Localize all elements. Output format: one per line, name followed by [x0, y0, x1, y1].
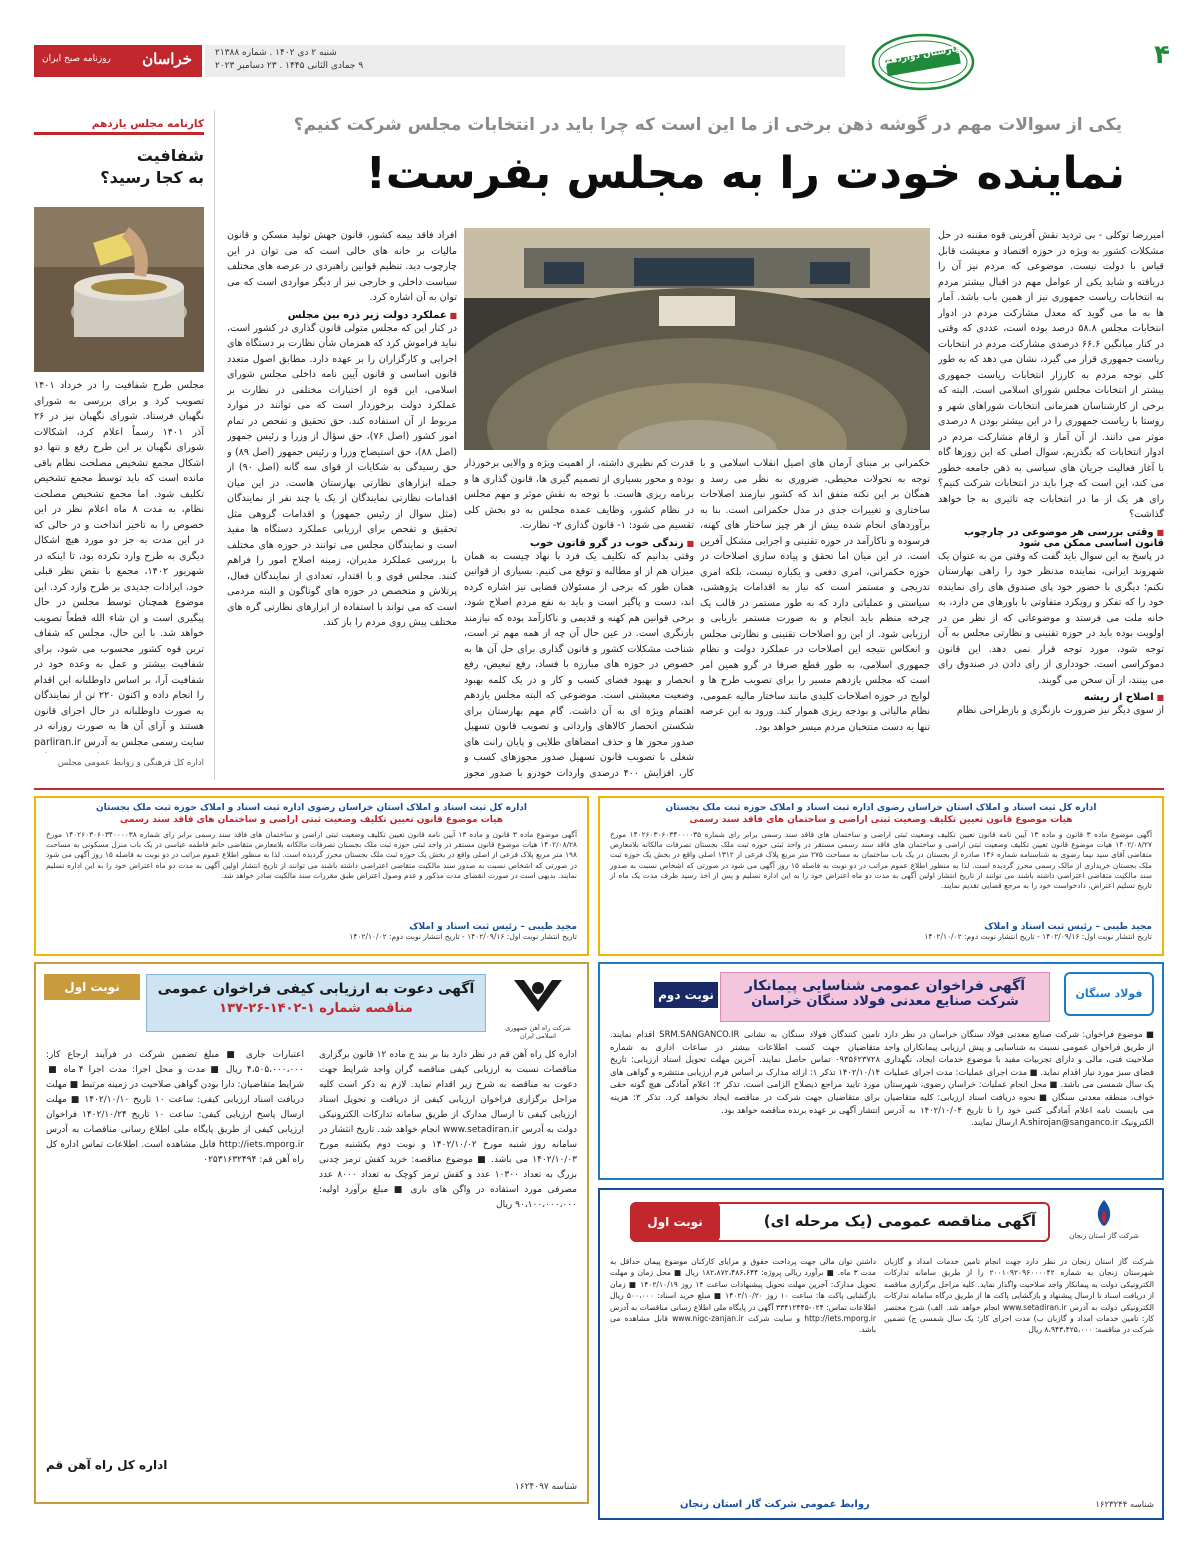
- column-divider: [214, 110, 215, 780]
- article-column-4: [227, 228, 457, 783]
- notice-subtitle: هیات موضوع قانون تعیین تکلیف وضعیت ثبتی اراضی و ساختمان های فاقد سند رسمی: [119, 815, 504, 825]
- date-line-1: شنبه ۲ دی ۱۴۰۲ . شماره ۲۱۳۸۸: [215, 48, 337, 58]
- sangan-badge: نوبت دوم: [654, 982, 718, 1008]
- gas-signature: روابط عمومی شرکت گاز استان زنجان: [680, 1499, 870, 1510]
- sangan-tender-ad: [598, 962, 1164, 1180]
- article-text-4a: افراد فاقد بیمه کشور، قانون جهش تولید مسکن و قانون مالیات بر خانه های خالی است که می توان در این چارچوب دید. تنظیم قوانین راهبردی در عرصه های مختلف سیاست داخلی و خارجی نیز از دیگر مواردی است که می توان به آن اشاره کرد.: [227, 230, 457, 303]
- date-bar: [205, 45, 845, 77]
- parliament-photo: [464, 228, 930, 450]
- notice-title: اداره کل ثبت اسناد و املاک استان خراسان رضوی اداره ثبت اسناد و املاک حوزه ثبت ملک بجستان: [665, 803, 1097, 813]
- flame-icon: [1089, 1198, 1119, 1228]
- masthead-logo: [34, 45, 202, 77]
- ballot-box-photo: [34, 207, 204, 372]
- sangan-logo: فولاد سنگان: [1064, 972, 1154, 1016]
- sidebar-section-label: کارنامه مجلس یازدهم: [34, 118, 204, 135]
- registration-notice-left: [34, 796, 589, 956]
- sangan-subtitle: شرکت صنایع معدنی فولاد سنگان خراسان: [751, 994, 1019, 1009]
- notice-body: آگهی موضوع ماده ۳ قانون و ماده ۱۳ آیین نامه قانون تعیین تکلیف وضعیت ثبتی اراضی و ساختمان های فاقد سند رسمی برابر رای شماره ۱۴۰۲۶۰۳۰۶۰۳۴۰۰۰۰۳۵ مورخ ۱۴۰۲/۰۸/۲۷ هیات موضوع قانون تعیین تکلیف وضعیت ثبتی اراضی و ساختمان های فاقد سند رسمی مستقر در واحد ثبتی حوزه ثبت ملک بجستان تصرفات مالکانه بلامعارض متقاضی آقای سید نیما رضوی به شناسنامه شماره ۱۴۶ صادره از بجستان در یک باب ساختمان به مساحت ۲۷۵ متر مربع پلاک فرعی از ۱۳۱۲ اصلی واقع در بخش یک حوزه ثبت ملک بجستان خریداری از مالک رسمی محرز گردیده است. لذا به منظور اطلاع عموم مراتب در دو نوبت به فاصله ۱۵ روز آگهی می شود در صورتی که اشخاص نسبت به صدور سند مالکیت متقاضی اعتراضی داشته باشند می توانند از تاریخ انتشار اولین آگهی به مدت دو ماه اعتراض خود را به این اداره تسلیم و پس از اخذ رسید ظرف مدت یک ماه از تاریخ تسلیم اعتراض، دادخواست خود را به مرجع قضایی تقدیم نمایند.: [610, 830, 1152, 891]
- ads-divider: [34, 788, 1164, 790]
- gas-logo: [1054, 1198, 1154, 1248]
- notice-title: اداره کل ثبت اسناد و املاک استان خراسان رضوی اداره ثبت اسناد و املاک حوزه ثبت ملک بجستان: [95, 803, 528, 813]
- gas-tender-ad: [598, 1188, 1164, 1520]
- brand-slogan: روزنامه صبح ایران: [42, 54, 111, 64]
- sidebar-headline-1: شفافیت: [136, 146, 204, 165]
- railway-text-right: اداره کل راه آهن قم در نظر دارد بنا بر بند ج ماده ۱۲ قانون برگزاری مناقصات نسبت به ارزیابی کیفی مناقصه گران واجد شرایط جهت دعوت به مناقصه به شرح زیر اقدام نماید. لازم به ذکر است کلیه مراحل برگزاری فراخوان ارزیابی کیفی از دریافت و تحویل اسناد ارزیابی کیفی تا ارسال مدارک از طریق سامانه تدارکات الکترونیکی دولت به آدرس www.setadiran.ir انجام خواهد شد. تاریخ انتشار در سامانه روز شنبه مورخ ۱۴۰۲/۱۰/۰۲ و نوبت دوم یکشنبه مورخ ۱۴۰۲/۱۰/۰۳ می باشد. ■ موضوع مناقصه: خرید کفش ترمز چدنی بزرگ به تعداد ۱۰۳۰۰ عدد و کفش ترمز کوچک به تعداد ۸۰۰۰ عدد مصرفی مورد استفاده در واگن های باری ■ مبلغ برآورد اولیه: ۹۰،۱۰۰،۰۰۰،۰۰۰ ریال: [319, 1050, 577, 1210]
- article-text-3: قدرت کم نظیری داشته، از اهمیت ویژه و والایی برخوردار بوده و محور بسیاری از تصمیم گیری ها، قانون گذاری ها و برنامه ریزی هاست. با توجه به نقش موثر و مهم مجلس در نظام کشور، وظایف عمده مجلس به دو بخش کلی تقسیم می شود: ۱- قانون گذاری ۲- نظارت.: [464, 458, 694, 531]
- railway-badge: نوبت اول: [44, 974, 140, 1000]
- railway-tender-number: مناقصه شماره ۱-۱۴۰۲-۲۶-۱۳۷: [219, 1001, 413, 1016]
- railway-logo: [497, 972, 579, 1038]
- notice-dates: تاریخ انتشار نوبت اول: ۱۴۰۲/۰۹/۱۶ - تاریخ انتشار نوبت دوم: ۱۴۰۲/۱۰/۰۲: [349, 932, 577, 941]
- railway-title: آگهی دعوت به ارزیابی کیفی فراخوان عمومی: [157, 981, 475, 997]
- railway-id: شناسه ۱۶۲۴۰۹۷: [514, 1482, 577, 1492]
- sangan-text-left: تامین کنندگان فولاد سنگان به نشانی SRM.SANGANCO.IR اقدام نمایند. متقاضیان جهت کسب اطلاعات بیشتر در ساعات اداری به شماره ۰۹۳۵۶۲۳۷۲۸ تماس حاصل نمایند. آخرین مهلت تحویل اسناد ارزیابی: تاریخ ۱۴۰۲/۱۰/۱۴ تذکر ۱: ارائه مدارک بر اساس فرم ارزیابی منتشره و گواهی های مورد تایید مراجع ذیصلاح الزامی است. تذکر ۲: اعلام آمادگی هیچ گونه حقی برای متقاضیان جهت شرکت در مناقصه ایجاد نخواهد کرد. تذکر ۳: هزینه انتشار آگهی بر عهده برنده مناقصه خواهد بود.: [610, 1029, 880, 1115]
- sangan-title: آگهی فراخوان عمومی شناسایی پیمانکار: [744, 978, 1026, 994]
- gas-text-right: شرکت گاز استان زنجان در نظر دارد جهت انجام تامین خدمات امداد و گازبان شهرستان زنجان به شماره ۲۰۰۱۰۹۲۰۹۶۰۰۰۰۴۲ را از طریق سامانه تدارکات الکترونیکی دولت به پیمانکار واجد صلاحیت واگذار نماید. کلیه مراحل برگزاری مناقصه از دریافت اسناد تا ارسال پیشنهاد و بازگشایی پاکت ها از طریق درگاه سامانه تدارکات الکترونیکی دولت به آدرس www.setadiran.ir انجام خواهد شد. الف) شرح مختصر کار: تامین خدمات امداد و گازبان ب) مدت اجرای کار: یک سال شمسی ج) تضمین شرکت در مناقصه: ۸،۹۴۳،۴۲۵،۰۰۰ ریال: [884, 1257, 1154, 1335]
- article-headline: نماینده خودت را به مجلس بفرست!: [365, 148, 1125, 199]
- railway-org: شرکت راه آهن جمهوری اسلامی ایران: [505, 1024, 571, 1040]
- railway-signature: اداره کل راه آهن قم: [46, 1458, 168, 1472]
- gas-badge: نوبت اول: [630, 1202, 720, 1242]
- article-column-1: [938, 228, 1164, 783]
- brand-name: خراسان: [142, 50, 192, 68]
- subhead-1: ■ وقتی بررسی هر موضوعی در چارچوب قانون اساسی ممکن می شود: [938, 527, 1164, 549]
- subhead-4: ■ عملکرد دولت زیر ذره بین مجلس: [227, 310, 457, 321]
- article-column-3: [464, 456, 694, 781]
- notice-dates: تاریخ انتشار نوبت اول: ۱۴۰۲/۰۹/۱۶ - تاریخ انتشار نوبت دوم: ۱۴۰۲/۱۰/۰۲: [924, 932, 1152, 941]
- sidebar-body: مجلس طرح شفافیت را در خرداد ۱۴۰۱ تصویب کرد و برای بررسی به شورای نگهبان فرستاد. شورای نگهبان نیز در ۲۶ آذر ۱۴۰۱ رسماً اعلام کرد، اشکالات شورای نگهبان بر این طرح رفع و تنها دو اشکال مجمع تشخیص مصلحت نظام باقی مانده است که باید توسط مجمع تشخیص تکلیف شود. اما مجمع تشخیص مصلحت نظام، به مدت ۸ ماه اعلام نظر در این خصوص را به تاخیر انداخت و در حالی که در این مدت به جز دو مورد هیچ اشکال دیگری به طرح وارد نکرده بود، تا اینکه در شهریور ۱۴۰۲، مجمع با نقض نظر قبلی خود، ایرادات جدیدی بر طرح وارد کرد. این موضوع همچنان توسط مجلس در حال پیگیری است و ان شاء الله قطعاً تصویب خواهد شد. با این حال، مجلس که شفاف ترین قوه کشور محسوب می شود، برای شفافیت بیشتر و عمل به وعده خود در شفافیت آرا، بر اساس داوطلبانه این اقدام را انجام داده و اکنون ۲۲۰ تن از نمایندگان به صورت داوطلبانه در حال اجرای قانون هستند و آرای آن ها به صورت روزانه در سایت رسمی مجلس به آدرس parliran.ir: [34, 380, 204, 748]
- subhead-2: ■ اصلاح از ریشه: [938, 692, 1164, 703]
- article-text-3b: وقتی بدانیم که تکلیف یک فرد با نهاد چیست به همان میزان هم از او مطالبه و توقع می کنیم. بسیاری از قوانین همان طور که برخی از مسئولان قضایی نیز اشاره کرده اند، دست و پاگیر است و باید به نفع مردم اصلاح شود. برخی قوانین هم کهنه و قدیمی و ناکارآمد بوده که نیازمند بازنگری است. در عین حال آن چه از همه مهم تر است، شناخت مشکلات کشور و قانون گذاری برای حل آن ها به خصوص در حوزه های مبارزه با فساد، رفع تبعیض، رفع انحصار و بهبود فضای کسب و کار و در یک کلمه بهبود وضعیت معیشتی است. موضوعی که البته مجلس یازدهم اهتمام ویژه ای به آن داشت. گام مهم بهارستان برای شکستن انحصار کالاهای وارداتی و تصویب قانون تسهیل صدور مجوز ها و حذف امضاهای طلایی و پایان رانت های شغلی با تصویب قانون تسهیل صدور مجوزهای کسب و کار، افزایش ۴۰۰ درصدی واردات خودرو با صدور مجوز: [464, 550, 694, 779]
- article-text-1c: از سوی دیگر نیز ضرورت بازنگری و بازطراحی نظام: [956, 705, 1164, 716]
- gas-org: شرکت گاز استان زنجان: [1069, 1232, 1139, 1240]
- gas-text-left: داشتن توان مالی جهت پرداخت حقوق و مزایای کارکنان موضوع پیمان حداقل به مدت ۳ ماه. ■ برآورد ریالی پروژه: ۱۸۲،۸۷۲،۴۸۶،۶۴۴ ریال ■ محل زمان و مهلت تحویل مدارک: آخرین مهلت تحویل پیشنهادات ساعت ۱۴ روز ۱۴۰۲/۱۰/۱۹ ■ زمان بازگشایی پاکت ها: ساعت ۱۰ روز ۱۴۰۲/۱۰/۲۰ ■ مبلغ خرید اسناد: ۵۰۰،۰۰۰ ریال اطلاعات تماس: ۰۲۴-۳۳۴۱۲۴۴۵ آگهی در پایگاه ملی اطلاع رسانی مناقصات به آدرس http://iets.mporg.ir و سایت شرکت www.nigc-zanjan.ir قابل مشاهده می باشد.: [610, 1257, 876, 1335]
- notice-body: آگهی موضوع ماده ۳ قانون و ماده ۱۳ آیین نامه قانون تعیین تکلیف وضعیت ثبتی اراضی و ساختمان های فاقد سند رسمی برابر رای شماره ۱۴۰۲۶۰۳۰۶۰۳۴۰۰۰۰۳۸ مورخ ۱۴۰۲/۰۸/۲۸ هیات موضوع قانون مستقر در واحد ثبتی حوزه ثبت ملک بجستان تصرفات مالکانه بلامعارض متقاضی خانم فاطمه عباسی در یک باب منزل مسکونی به مساحت ۱۹۸ متر مربع پلاک فرعی از اصلی واقع در بخش یک حوزه ثبت ملک بجستان محرز گردیده است. لذا به منظور اطلاع عموم مراتب در دو نوبت به فاصله ۱۵ روز آگهی می شود در صورتی که اشخاص نسبت به صدور سند مالکیت متقاضی اعتراضی داشته باشند می توانند از تاریخ انتشار اولین آگهی به مدت دو ماه اعتراض خود را به این اداره تسلیم نمایند. بدیهی است در صورت انقضای مدت مذکور و عدم وصول اعتراض طبق مقررات سند مالکیت صادر خواهد شد.: [46, 830, 577, 880]
- sangan-text-right: ■ موضوع فراخوان: شرکت صنایع معدنی فولاد سنگان خراسان در نظر دارد از طریق فراخوان عمومی نسبت به شناسایی و پیش ارزیابی پیمانکاران واجد صلاحیت فنی، مالی و دارای تجربیات مفید با موضوع خدمات ایجاد، نگهداری فضای سبز مورد نیاز اقدام نماید. ■ مدت اجرای عملیات: مدت اجرای عملیات یک سال شمسی می باشد. ■ محل انجام عملیات: خراسان رضوی، شهرستان خواف، منطقه معدنی سنگان ■ نحوه دریافت اسناد ارزیابی: کلیه متقاضیان می بایست نامه اعلام آمادگی کتبی خود را تا تاریخ ۱۴۰۲/۱۰/۰۴ به آدرس الکترونیک A.shirojan@sanganco.ir ارسال نمایند.: [884, 1029, 1154, 1128]
- sidebar-headline: [34, 145, 204, 189]
- gas-title: آگهی مناقصه عمومی (یک مرحله ای): [763, 1212, 1036, 1230]
- page-number: ۴: [1154, 40, 1170, 70]
- notice-subtitle: هیات موضوع قانون تعیین تکلیف وضعیت ثبتی اراضی و ساختمان های فاقد سند رسمی: [689, 815, 1073, 825]
- railway-tender-ad: [34, 962, 589, 1504]
- article-text-2: حکمرانی بر مبنای آرمان های اصیل انقلاب اسلامی و با توجه به تحولات محیطی، ضروری به نظر می رسد و همگان بر این نکته متفق اند که کشور نیازمند اصلاحات ساختاری و تغییرات جدی در مدل حکمرانی است. بنا به برآوردهای انجام شده بیش از هر چیز ساختار های کهنه، فرسوده و ناکارآمد در حوزه تقنینی و اجرایی مشکل آفرین است. در این میان اما تحقق و پیاده سازی اصلاحات در حوزه حکمرانی، امری دفعی و یکباره نیست، بلکه امری تدریجی و مستمر است که نیاز به اقدامات پژوهشی، سیاستی و عملیاتی دارد که به طور مستمر در قالب یک چرخه منظم باید انجام و به صورت مستمر بازیابی و ارزیابی شود. از این رو اصلاحات تقنینی و نظارتی مجلس و انعکاس نتیجه این اصلاحات در عملکرد دولت و نظام جمهوری اسلامی، به طور قطع صرفا در گرو همین امر است که مجلس یازدهم مسیر را برای تصویب طرح ها و لوایح در حوزه اصلاحات کلیدی مانند ساختار مالیه عمومی، نظام مالیاتی و بودجه ریزی هموار کند. ورود به این عرصه تنها به دست منتخبان مردم میسر خواهد بود.: [700, 458, 930, 733]
- sidebar-headline-2: به کجا رسید؟: [100, 168, 204, 187]
- railway-emblem-icon: [508, 972, 568, 1020]
- notice-signature: مجید طیبی – رئیس ثبت اسناد و املاک: [984, 922, 1152, 932]
- stamp-label: بهارستان دوازدهم: [883, 43, 965, 67]
- sidebar-source: اداره کل فرهنگی و روابط عمومی مجلس: [57, 758, 204, 768]
- article-text-1: امیررضا توکلی - بی تردید نقش آفرینی قوه مقننه در حل مشکلات کشور به ویژه در حوزه اقتصاد و معیشت قابل قیاس با دولت نیست. موضوعی که مردم نیز آن را دریافته و شاید یکی از عوامل مهم در اقبال بیشتر مردم به انتخابات ریاست جمهوری نیز از همین باب باشد. آمار ها به ما می گوید که معدل مشارکت مردم در ادوار انتخابات مجلس ۵۸.۸ درصد بوده است، عددی که وقتی در کنار میانگین ۶۶.۶ درصدی مشارکت مردم در انتخابات ریاست جمهوری قرار می گیرد، نشان می دهد که به طور کلی توجه مردم به کارزار انتخابات ریاست جمهوری بیشتر از انتخابات مجلس شورای اسلامی است. البته که برخی از کارشناسان همزمانی انتخابات شوراهای شهر و روستا با ریاست جمهوری را در این بیشتر بودن ۸ درصدی موثر می دانند. از آن آمار و ارقام مشارکت مردم در ادوار انتخابات که بگذریم، سوال اصلی که این روزها گاه با آغاز فعالیت جریان های سیاسی به ذهن جامعه خطور می کند، این است که چرا باید در انتخابات شرکت کنیم؟ رای هر یک از ما در انتخابات چه تاثیری به جا خواهد گذاشت؟: [938, 230, 1164, 520]
- railway-text-left: اعتبارات جاری ■ مبلغ تضمین شرکت در فرآیند ارجاع کار: ۴،۵۰۵،۰۰۰،۰۰۰ ریال ■ مدت و محل اجرا: مدت اجرا ۴ ماه ■ شرایط متقاضیان: دارا بودن گواهی صلاحیت در زمینه مرتبط ■ مهلت دریافت اسناد ارزیابی کیفی: ساعت ۱۰ تاریخ ۱۴۰۲/۱۰/۱۰ ■ مهلت ارسال پاسخ ارزیابی کیفی: ساعت ۱۰ تاریخ ۱۴۰۲/۱۰/۲۴ فراخوان ارزیابی کیفی از طریق پایگاه ملی اطلاع رسانی مناقصات به آدرس http://iets.mporg.ir قابل مشاهده است. اطلاعات تماس اداره کل راه آهن قم: ۰۲۵۳۱۶۳۲۴۹۴: [46, 1050, 304, 1165]
- article-kicker: یکی از سوالات مهم در گوشه ذهن برخی از ما این است که چرا باید در انتخابات مجلس شرکت کنیم؟: [293, 115, 1122, 135]
- article-column-2: [700, 456, 930, 781]
- subhead-3: ■ زندگی خوب در گرو قانون خوب: [464, 538, 694, 549]
- article-text-4b: در کنار این که مجلس متولی قانون گذاری در کشور است، نباید فراموش کرد که همزمان شأن نظارت بر دستگاه های اجرایی و کارگزاران را بر عهده دارد. مطابق اصول متعدد قانون اساسی و قانون آیین نامه داخلی مجلس شورای اسلامی، این قوه از اختیارات مختلفی در نظارت بر عملکرد دولت برخوردار است که می توانند در موارد مربوط از آن استفاده کند. حق تحقیق و تفحص در تمام امور کشور (اصل ۷۶)، حق سؤال از وزرا و رئیس جمهور (اصل ۸۸)، حق استیضاح وزرا و رئیس جمهور (اصل ۸۹) و حق رسیدگی به شکایات از قوای سه گانه (اصل ۹۰) از جمله ابزارهای نظارتی بهارستان هاست. در این میان اقدامات نظارتی نمایندگان از یک یا چند نفر از نمایندگان (مثل سوال از رئیس جمهور) و اقدامات گروهی مثل تحقیق و تفحص برای ارزیابی عملکرد دستگاه ها مفید است و نمایندگان مجلس می توانند در حوزه های مختلف با بررسی عملکرد مدیران، زمینه اصلاح امور را فراهم کنند. مجلس قوی و با اقتدار، تعدادی از نمایندگان فعال، پرتلاش و متخصص در حوزه های گوناگون و البته مردمی است که می تواند با استفاده از ابزارهای نظارتی گره های مختلف پیش روی مردم را باز کند.: [227, 322, 457, 628]
- article-text-1b: در پاسخ به این سوال باید گفت که وقتی من به عنوان یک شهروند ایرانی، نماینده مدنظر خود را راهی بهارستان نکنم؛ دیگری با حضور خود پای صندوق های رای نماینده خود را که تفکر و رویکرد متفاوتی با باورهای من دارد، به خانه ملت می فرستد و موضوعاتی که از نظر من در اولویت بوده باید در حوزه تقنینی و نظارتی مجلس به آن توجه شود، مورد توجه قرار نمی دهد. این قانون دموکراسی است. خودداری از رای دادن در صندوق رای می بینند، از آن سخن می گویند.: [938, 550, 1164, 686]
- notice-signature: مجید طیبی – رئیس ثبت اسناد و املاک: [409, 922, 577, 932]
- registration-notice-right: [598, 796, 1164, 956]
- gas-id: شناسه ۱۶۲۳۲۴۴: [1095, 1500, 1154, 1510]
- date-line-2: ۹ جمادی الثانی ۱۴۴۵ . ۲۳ دسامبر ۲۰۲۳: [215, 61, 364, 71]
